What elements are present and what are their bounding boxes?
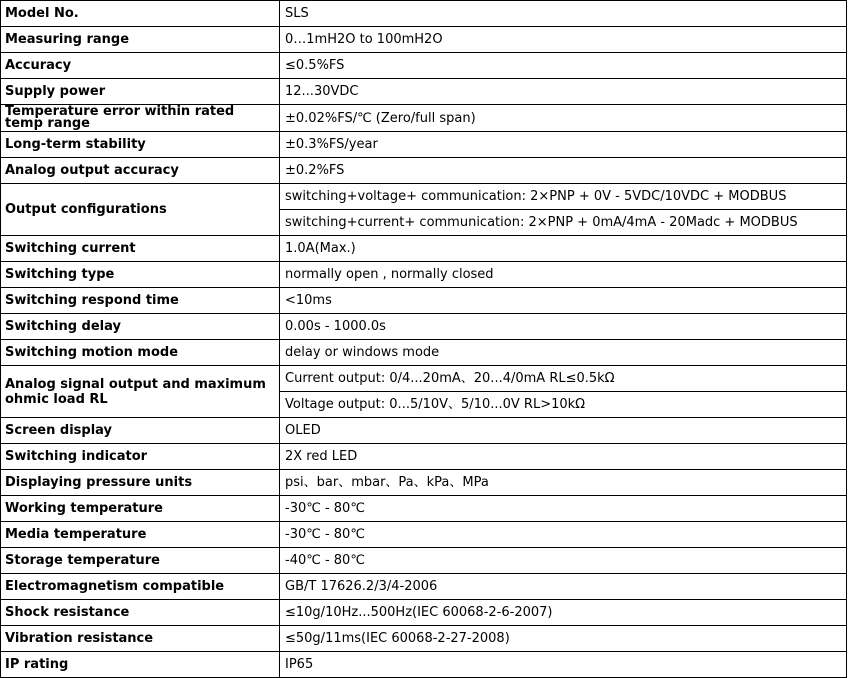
row-label-measuring-range: Measuring range [1, 27, 280, 53]
row-label-switching-type: Switching type [1, 262, 280, 288]
row-value-analog-signal-current: Current output: 0/4...20mA、20...4/0mA RL≤0.5kΩ [280, 366, 847, 392]
row-value-switching-delay: 0.00s - 1000.0s [280, 314, 847, 340]
table-row [1, 444, 847, 470]
table-row [1, 418, 847, 444]
table-row [1, 366, 847, 392]
row-label-model-no: Model No. [1, 1, 280, 27]
table-row [1, 288, 847, 314]
table-row [1, 105, 847, 132]
row-value-switching-respond-time: <10ms [280, 288, 847, 314]
row-label-accuracy: Accuracy [1, 53, 280, 79]
table-row [1, 626, 847, 652]
row-value-long-term-stability: ±0.3%FS/year [280, 132, 847, 158]
row-label-temperature-error [1, 105, 280, 132]
table-row [1, 340, 847, 366]
row-value-switching-type: normally open , normally closed [280, 262, 847, 288]
row-label-switching-motion-mode: Switching motion mode [1, 340, 280, 366]
row-label-media-temperature: Media temperature [1, 522, 280, 548]
row-label-long-term-stability: Long-term stability [1, 132, 280, 158]
row-value-model-no: SLS [280, 1, 847, 27]
row-value-vibration-resistance: ≤50g/11ms(IEC 60068-2-27-2008) [280, 626, 847, 652]
row-value-displaying-pressure-units: psi、bar、mbar、Pa、kPa、MPa [280, 470, 847, 496]
row-value-storage-temperature: -40℃ - 80℃ [280, 548, 847, 574]
row-value-analog-signal-voltage: Voltage output: 0...5/10V、5/10...0V RL>10kΩ [280, 392, 847, 418]
table-row [1, 652, 847, 678]
table-row [1, 132, 847, 158]
table-row [1, 158, 847, 184]
row-value-switching-current: 1.0A(Max.) [280, 236, 847, 262]
table-row [1, 522, 847, 548]
row-label-screen-display: Screen display [1, 418, 280, 444]
row-label-shock-resistance: Shock resistance [1, 600, 280, 626]
row-value-media-temperature: -30℃ - 80℃ [280, 522, 847, 548]
table-row [1, 27, 847, 53]
table-row [1, 314, 847, 340]
table-row [1, 548, 847, 574]
row-value-temperature-error: ±0.02%FS/℃ (Zero/full span) [280, 105, 847, 132]
row-label-switching-respond-time: Switching respond time [1, 288, 280, 314]
table-row [1, 496, 847, 522]
table-row [1, 1, 847, 27]
row-label-switching-indicator: Switching indicator [1, 444, 280, 470]
row-label-output-configurations: Output configurations [1, 184, 280, 236]
row-value-working-temperature: -30℃ - 80℃ [280, 496, 847, 522]
row-value-accuracy: ≤0.5%FS [280, 53, 847, 79]
row-value-switching-motion-mode: delay or windows mode [280, 340, 847, 366]
row-label-electromagnetism-compatible: Electromagnetism compatible [1, 574, 280, 600]
row-label-vibration-resistance: Vibration resistance [1, 626, 280, 652]
table-row [1, 574, 847, 600]
table-row [1, 184, 847, 210]
row-value-screen-display: OLED [280, 418, 847, 444]
row-value-analog-output-accuracy: ±0.2%FS [280, 158, 847, 184]
row-value-output-configurations-voltage: switching+voltage+ communication: 2×PNP + 0V - 5VDC/10VDC + MODBUS [280, 184, 847, 210]
row-value-supply-power: 12...30VDC [280, 79, 847, 105]
table-row [1, 53, 847, 79]
table-row [1, 79, 847, 105]
row-label-supply-power: Supply power [1, 79, 280, 105]
row-value-ip-rating: IP65 [280, 652, 847, 678]
row-label-working-temperature: Working temperature [1, 496, 280, 522]
row-value-electromagnetism-compatible: GB/T 17626.2/3/4-2006 [280, 574, 847, 600]
row-label-switching-delay: Switching delay [1, 314, 280, 340]
table-row [1, 600, 847, 626]
row-value-measuring-range: 0…1mH2O to 100mH2O [280, 27, 847, 53]
row-label-analog-signal-output: Analog signal output and maximum ohmic load RL [1, 366, 280, 418]
row-label-storage-temperature: Storage temperature [1, 548, 280, 574]
row-value-output-configurations-current: switching+current+ communication: 2×PNP + 0mA/4mA - 20Madc + MODBUS [280, 210, 847, 236]
row-label-switching-current: Switching current [1, 236, 280, 262]
row-label-analog-output-accuracy: Analog output accuracy [1, 158, 280, 184]
row-value-switching-indicator: 2X red LED [280, 444, 847, 470]
row-value-shock-resistance: ≤10g/10Hz...500Hz(IEC 60068-2-6-2007) [280, 600, 847, 626]
row-label-temperature-error-text: Temperature error within rated temp range [5, 105, 235, 131]
table-row [1, 262, 847, 288]
table-row [1, 470, 847, 496]
row-label-ip-rating: IP rating [1, 652, 280, 678]
table-row [1, 236, 847, 262]
row-label-displaying-pressure-units: Displaying pressure units [1, 470, 280, 496]
